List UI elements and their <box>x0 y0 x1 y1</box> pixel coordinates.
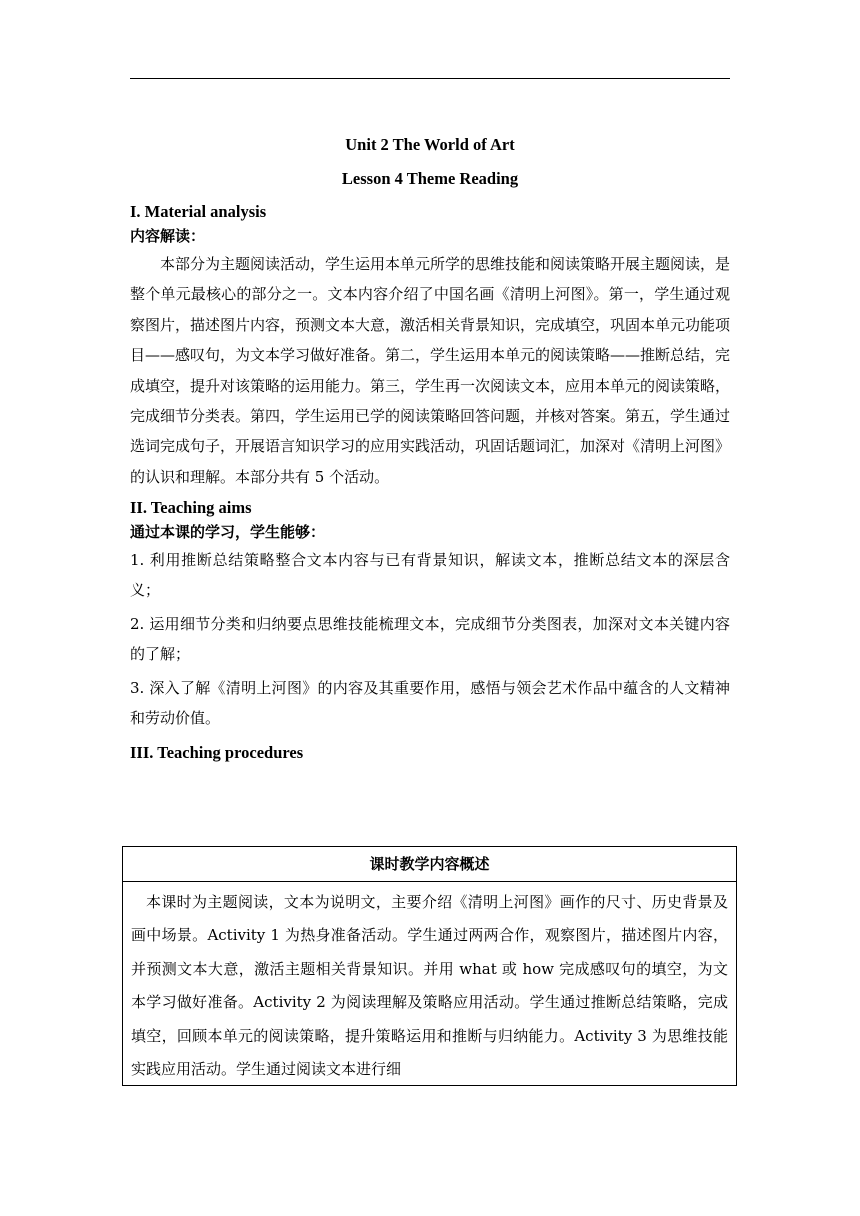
teaching-aim-item: 2. 运用细节分类和归纳要点思维技能梳理文本，完成细节分类图表，加深对文本关键内容的了解； <box>130 615 730 664</box>
teaching-aims-heading: II. Teaching aims <box>130 498 252 518</box>
document-body <box>130 128 730 764</box>
teaching-aim-item: 3. 深入了解《清明上河图》的内容及其重要作用，感悟与领会艺术作品中蕴含的人文精神和劳动价值。 <box>130 679 730 728</box>
teaching-procedures-heading: III. Teaching procedures <box>130 743 304 763</box>
unit-title: Unit 2 The World of Art <box>345 135 515 154</box>
material-analysis-subheading: 内容解读： <box>130 227 206 245</box>
teaching-aims-subheading: 通过本课的学习，学生能够： <box>130 523 326 542</box>
table-body-cell: 本课时为主题阅读，文本为说明文，主要介绍《清明上河图》画作的尺寸、历史背景及画中场景。Activity 1 为热身准备活动。学生通过两两合作，观察图片，描述图片内容，并预测文本大意，激活主题相关背景知识。并用 what 或 how 完成感叹句的填空，为文本学习做好准备。Activity 2 为阅读理解及策略应用活动。学生通过推断总结策略，完成填空，回顾本单元的阅读策略，提升策略运用和推断与归纳能力。Activity 3 为思维技能实践应用活动。学生通过阅读文本进行细 <box>131 893 728 1079</box>
header-rule <box>130 78 730 79</box>
material-analysis-paragraph: 本部分为主题阅读活动，学生运用本单元所学的思维技能和阅读策略开展主题阅读，是整个单元最核心的部分之一。文本内容介绍了中国名画《清明上河图》。第一，学生通过观察图片，描述图片内容，预测文本大意，激活相关背景知识，完成填空，巩固本单元功能项目——感叹句，为文本学习做好准备。第二，学生运用本单元的阅读策略——推断总结，完成填空，提升对该策略的运用能力。第三，学生再一次阅读文本，应用本单元的阅读策略，完成细节分类表。第四，学生运用已学的阅读策略回答问题，并核对答案。第五，学生通过选词完成句子，开展语言知识学习的应用实践活动，巩固话题词汇，加深对《清明上河图》的认识和理解。本部分共有 5 个活动。 <box>130 255 731 486</box>
lesson-overview-table <box>122 846 737 1086</box>
material-analysis-heading: I. Material analysis <box>130 202 267 221</box>
lesson-title: Lesson 4 Theme Reading <box>341 169 519 188</box>
teaching-aim-item: 1. 利用推断总结策略整合文本内容与已有背景知识，解读文本，推断总结文本的深层含义； <box>130 551 730 600</box>
table-header: 课时教学内容概述 <box>123 847 736 882</box>
